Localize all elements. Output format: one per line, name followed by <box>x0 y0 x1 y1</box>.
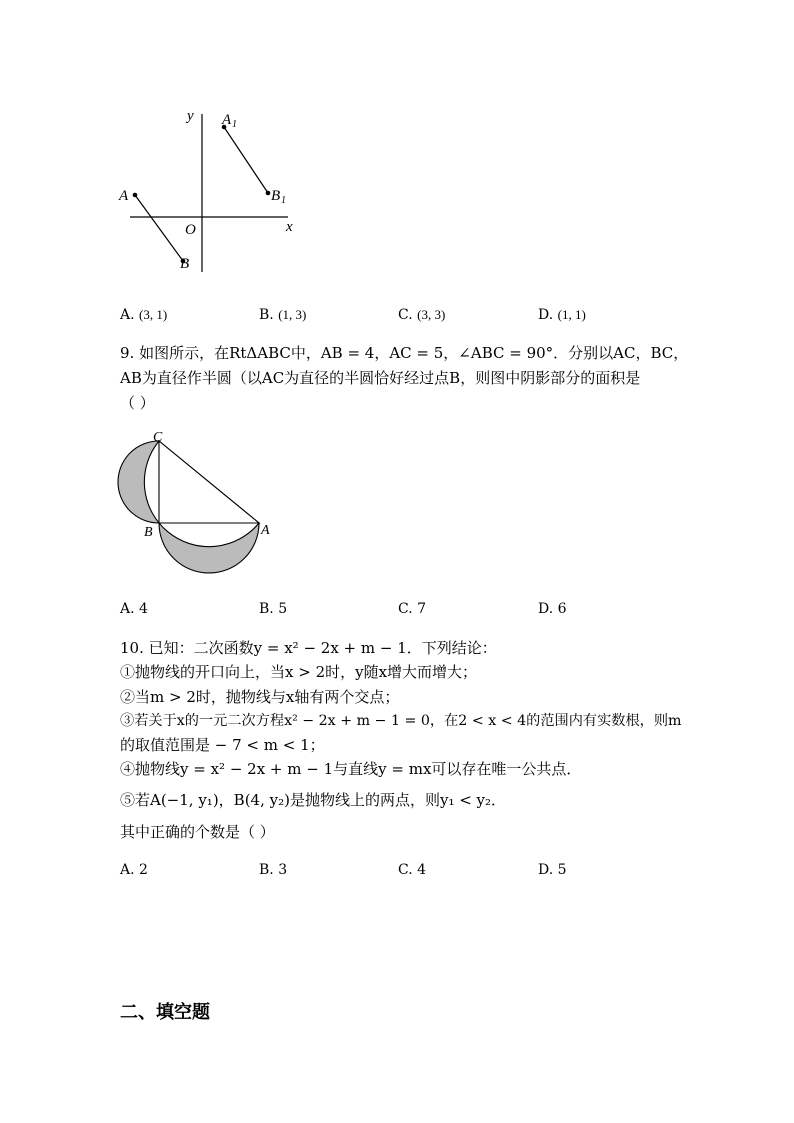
q9-option-c <box>398 601 426 617</box>
q9-option-d <box>538 601 567 617</box>
option-value: 3 <box>278 862 288 878</box>
q10-question: 其中正确的个数是（ ） <box>120 823 275 841</box>
q10-conclusion-3a: ③若关于x的一元二次方程x² − 2x + m − 1 = 0，在2 < x < 4的范围内有实数根，则m <box>120 713 682 729</box>
q9-option-a <box>120 601 148 617</box>
segment-A1B1 <box>224 127 268 193</box>
option-letter: D. <box>538 601 554 617</box>
point-A <box>133 193 138 198</box>
option-value: 4 <box>139 601 148 617</box>
label-A: A <box>119 188 129 204</box>
label-B1: B <box>271 188 281 204</box>
q8-option-a <box>120 307 167 323</box>
label-x: x <box>286 219 293 235</box>
label-y: y <box>187 108 194 124</box>
label-A: A <box>261 523 270 538</box>
option-value: (1, 1) <box>557 307 586 322</box>
point-B1 <box>266 191 271 196</box>
option-letter: A. <box>120 307 135 323</box>
option-letter: D. <box>538 307 554 323</box>
option-value: (3, 3) <box>417 307 446 322</box>
label-A1-sub: 1 <box>232 119 237 130</box>
option-letter: C. <box>398 862 413 878</box>
option-letter: A. <box>120 862 135 878</box>
option-value: 6 <box>557 601 567 617</box>
segment-AB <box>135 195 183 261</box>
option-letter: C. <box>398 601 413 617</box>
q9-stem-line1: 9. 如图所示，在RtΔABC中，AB = 4，AC = 5，∠ABC = 90°．分别以AC，BC， <box>120 344 689 362</box>
option-value: 2 <box>139 862 148 878</box>
option-value: (3, 1) <box>139 307 168 322</box>
q9-option-b <box>259 601 287 617</box>
label-C: C <box>153 430 163 445</box>
q10-conclusion-3b: 的取值范围是 − 7 < m < 1； <box>120 736 325 754</box>
q9-semicircle-figure <box>112 428 282 580</box>
label-O: O <box>185 222 196 238</box>
label-B: B <box>180 256 190 272</box>
label-A1: A <box>222 112 232 128</box>
option-value: (1, 3) <box>278 307 307 322</box>
q10-conclusion-1: ①抛物线的开口向上，当x > 2时，y随x增大而增大； <box>120 663 478 681</box>
option-letter: B. <box>259 862 274 878</box>
q8-option-d <box>538 307 586 323</box>
option-value: 5 <box>557 862 567 878</box>
option-value: 5 <box>278 601 288 617</box>
q10-option-a <box>120 862 148 878</box>
q8-option-c <box>398 307 445 323</box>
q10-option-c <box>398 862 426 878</box>
option-letter: C. <box>398 307 413 323</box>
option-letter: B. <box>259 307 274 323</box>
section-title: 二、填空题 <box>120 1002 210 1023</box>
q10-option-b <box>259 862 287 878</box>
option-value: 7 <box>417 601 427 617</box>
option-letter: A. <box>120 601 135 617</box>
q10-conclusion-4: ④抛物线y = x² − 2x + m − 1与直线y = mx可以存在唯一公共点． <box>120 760 582 778</box>
q8-option-b <box>259 307 306 323</box>
label-B1-sub: 1 <box>281 195 286 206</box>
q10-option-d <box>538 862 567 878</box>
q9-stem-line2: AB为直径作半圆（以AC为直径的半圆恰好经过点B，则图中阴影部分的面积是 <box>120 369 641 387</box>
q9-answer-blank: （ ） <box>120 394 155 412</box>
q8-coordinate-figure <box>110 100 320 280</box>
q10-stem: 10. 已知：二次函数y = x² − 2x + m − 1．下列结论： <box>120 639 497 657</box>
label-B: B <box>144 525 153 540</box>
option-letter: D. <box>538 862 554 878</box>
q10-conclusion-2: ②当m > 2时，抛物线与x轴有两个交点； <box>120 688 400 706</box>
option-value: 4 <box>417 862 427 878</box>
option-letter: B. <box>259 601 274 617</box>
q10-conclusion-5: ⑤若A(−1, y₁)，B(4, y₂)是抛物线上的两点，则y₁ < y₂． <box>120 791 507 809</box>
triangle-ABC <box>159 441 259 523</box>
